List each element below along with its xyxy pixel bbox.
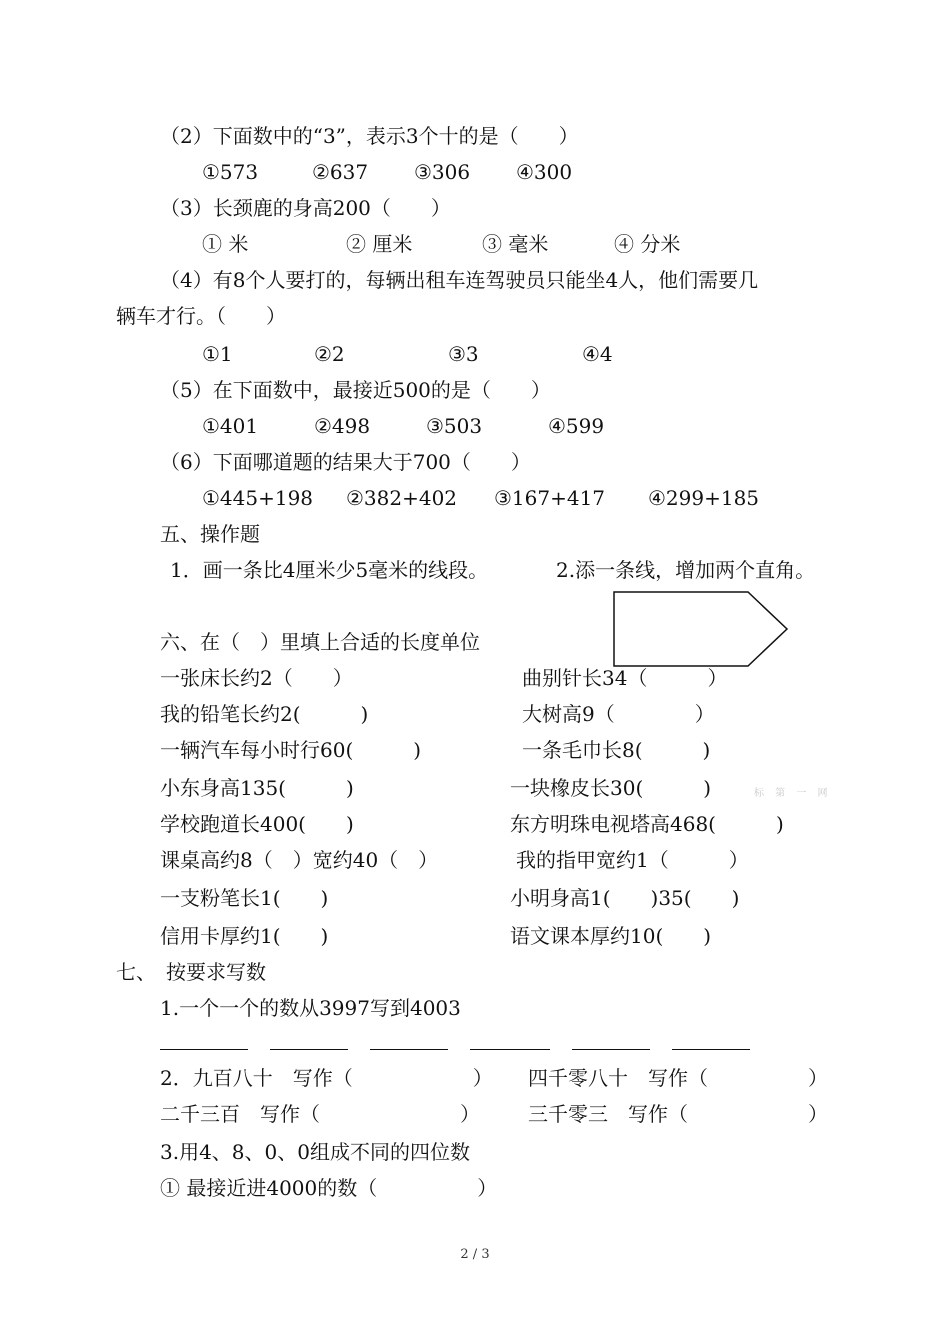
s7-question-2b: 四千零八十 写作（ ） xyxy=(528,1066,828,1090)
section-5-title: 五、操作题 xyxy=(160,522,260,546)
q4-6-opt1: ①445+198 xyxy=(202,486,314,510)
s7-question-2a: 2．九百八十 写作（ ） xyxy=(160,1066,493,1090)
answer-blank-4[interactable] xyxy=(470,1049,550,1050)
s7-question-2d: 三千零三 写作（ ） xyxy=(528,1102,828,1126)
s6-right-1: 曲别针长34（ ） xyxy=(522,666,728,690)
q4-4-stem-line2: 辆车才行。（ ） xyxy=(116,304,286,328)
s6-left-8: 信用卡厚约1( ) xyxy=(160,924,329,948)
s6-left-5: 学校跑道长400( ) xyxy=(160,812,354,836)
q4-4-stem-line1: （4）有8个人要打的，每辆出租车连驾驶员只能坐4人，他们需要几 xyxy=(160,268,759,292)
q4-3-opt2: ② 厘米 xyxy=(346,232,413,256)
watermark-text: 标 第 一 网 xyxy=(754,788,832,799)
s7-question-1: 1.一个一个的数从3997写到4003 xyxy=(160,996,461,1020)
s6-right-2: 大树高9（ ） xyxy=(522,702,715,726)
s6-right-3: 一条毛巾长8( ) xyxy=(522,738,711,762)
q4-3-opt1: ① 米 xyxy=(202,232,249,256)
answer-blank-2[interactable] xyxy=(270,1049,348,1050)
s7-question-2c: 二千三百 写作（ ） xyxy=(160,1102,480,1126)
q4-4-opt2: ②2 xyxy=(314,342,345,366)
s6-right-6: 我的指甲宽约1（ ） xyxy=(516,848,749,872)
q4-6-stem: （6）下面哪道题的结果大于700（ ） xyxy=(160,450,531,474)
q4-3-opt4: ④ 分米 xyxy=(614,232,681,256)
s5-question-1: 1．画一条比4厘米少5毫米的线段。 xyxy=(170,558,489,582)
s6-right-7: 小明身高1( )35( ) xyxy=(510,886,740,910)
q4-2-opt1: ①573 xyxy=(202,160,259,184)
q4-5-stem: （5）在下面数中，最接近500的是（ ） xyxy=(160,378,551,402)
q4-2-opt3: ③306 xyxy=(414,160,471,184)
s6-left-3: 一辆汽车每小时行60( ) xyxy=(160,738,422,762)
s6-right-8: 语文课本厚约10( ) xyxy=(510,924,712,948)
q4-2-stem: （2）下面数中的“3”，表示3个十的是（ ） xyxy=(160,124,579,148)
answer-blank-5[interactable] xyxy=(572,1049,650,1050)
answer-blank-6[interactable] xyxy=(672,1049,750,1050)
q4-4-opt4: ④4 xyxy=(582,342,613,366)
q4-5-opt2: ②498 xyxy=(314,414,371,438)
answer-blank-3[interactable] xyxy=(370,1049,448,1050)
answer-blank-1[interactable] xyxy=(160,1049,248,1050)
s6-right-4: 一块橡皮长30( ) xyxy=(510,776,712,800)
page-number: 2 / 3 xyxy=(460,1247,490,1262)
s7-question-3a: ① 最接近进4000的数（ ） xyxy=(160,1176,498,1200)
q4-3-opt3: ③ 毫米 xyxy=(482,232,549,256)
s7-question-3: 3.用4、8、0、0组成不同的四位数 xyxy=(160,1140,470,1164)
section-6-title: 六、在（ ）里填上合适的长度单位 xyxy=(160,630,480,654)
q4-6-opt4: ④299+185 xyxy=(648,486,760,510)
q4-4-opt3: ③3 xyxy=(448,342,479,366)
s6-right-5: 东方明珠电视塔高468( ) xyxy=(510,812,784,836)
q4-6-opt2: ②382+402 xyxy=(346,486,458,510)
s6-left-2: 我的铅笔长约2( ) xyxy=(160,702,369,726)
q4-5-opt3: ③503 xyxy=(426,414,483,438)
s6-left-6: 课桌高约8（ ）宽约40（ ） xyxy=(160,848,439,872)
s6-left-1: 一张床长约2（ ） xyxy=(160,666,353,690)
q4-2-opt2: ②637 xyxy=(312,160,369,184)
s6-left-7: 一支粉笔长1( ) xyxy=(160,886,329,910)
q4-2-opt4: ④300 xyxy=(516,160,573,184)
q4-5-opt1: ①401 xyxy=(202,414,259,438)
q4-3-stem: （3）长颈鹿的身高200（ ） xyxy=(160,196,451,220)
q4-6-opt3: ③167+417 xyxy=(494,486,606,510)
pentagon-figure xyxy=(612,590,792,670)
q4-4-opt1: ①1 xyxy=(202,342,233,366)
section-7-title: 七、 按要求写数 xyxy=(116,960,266,984)
s6-left-4: 小东身高135( ) xyxy=(160,776,354,800)
s5-question-2: 2.添一条线，增加两个直角。 xyxy=(556,558,816,582)
q4-5-opt4: ④599 xyxy=(548,414,605,438)
